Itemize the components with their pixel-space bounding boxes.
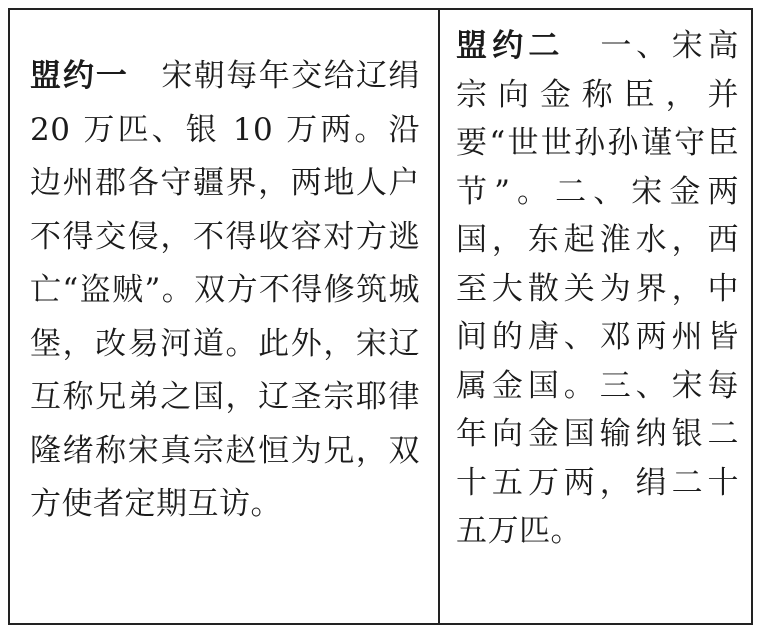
treaty-one-cell <box>10 10 438 623</box>
treaty-two-paragraph <box>456 22 739 556</box>
treaty-one-text: 宋朝每年交给辽绢 20 万匹、银 10 万两。沿边州郡各守疆界，两地人户不得交侵，不得收容对方逃亡“盗贼”。双方不得修筑城堡，改易河道。此外，宋辽互称兄弟之国，辽圣宗耶律隆绪称宋真宗赵恒为兄，双方使者定期互访。 <box>30 58 421 522</box>
treaty-two-text: 一、宋高宗向金称臣，并要“世世孙孙谨守臣节”。二、宋金两国，东起淮水，西至大散关为界，中间的唐、邓两州皆属金国。三、宋每年向金国输纳银二十五万两，绢二十五万匹。 <box>456 28 740 549</box>
treaty-one-heading: 盟约一 <box>30 58 129 94</box>
treaty-two-cell <box>440 10 753 623</box>
treaty-one-paragraph <box>30 50 420 532</box>
treaty-comparison-table <box>8 8 753 625</box>
treaty-two-heading: 盟约二 <box>456 28 565 64</box>
